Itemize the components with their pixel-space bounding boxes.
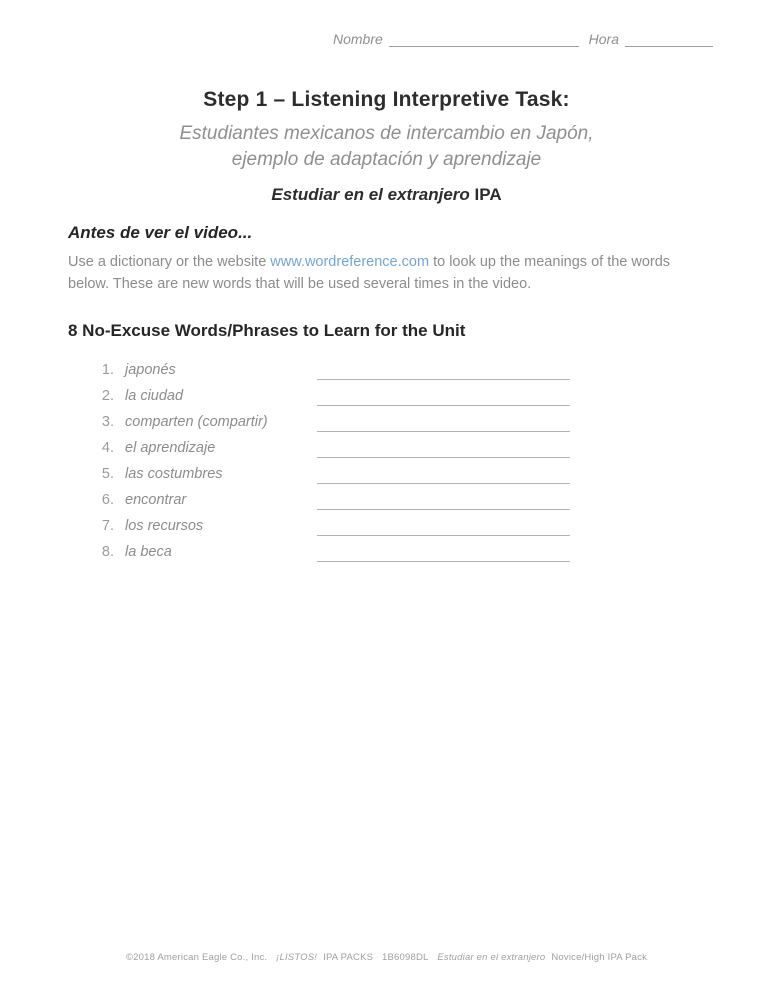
nombre-label: Nombre (333, 31, 383, 47)
item-term: la beca (125, 544, 172, 560)
subtitle-line-1: Estudiantes mexicanos de intercambio en Japón, (179, 123, 594, 144)
list-item (68, 484, 686, 510)
item-term: japonés (125, 362, 176, 378)
hora-blank-line (625, 30, 713, 47)
answer-blank-line (317, 387, 570, 406)
answer-blank-line (317, 543, 570, 562)
title-block (0, 88, 773, 205)
unit-title-italic: Estudiar en el extranjero (271, 185, 470, 204)
list-item (68, 432, 686, 458)
hora-label: Hora (588, 31, 619, 47)
footer-pack-title: Estudiar en el extranjero (437, 952, 546, 963)
answer-blank-line (317, 413, 570, 432)
footer-series-rest: IPA PACKS (323, 952, 374, 963)
instructions-paragraph (68, 252, 686, 295)
item-term: comparten (compartir) (125, 414, 268, 430)
answer-blank-line (317, 517, 570, 536)
item-number: 4. (101, 440, 114, 456)
wordreference-link[interactable]: www.wordreference.com (270, 254, 430, 270)
instructions-text-before: Use a dictionary or the website (68, 254, 271, 270)
subtitle (0, 121, 773, 173)
word-list-section (68, 321, 686, 562)
list-item (68, 354, 686, 380)
before-video-heading: Antes de ver el video... (68, 223, 253, 242)
unit-title (0, 185, 773, 205)
item-term: las costumbres (125, 466, 223, 482)
item-number: 2. (101, 388, 114, 404)
list-item (68, 380, 686, 406)
item-term: encontrar (125, 492, 187, 508)
answer-blank-line (317, 465, 570, 484)
item-number: 3. (101, 414, 114, 430)
subtitle-line-2: ejemplo de adaptación y aprendizaje (231, 149, 542, 170)
footer-code: 1B6098DL (382, 952, 429, 963)
list-item (68, 458, 686, 484)
item-number: 8. (101, 544, 114, 560)
footer (0, 952, 773, 963)
footer-series-name: ¡LISTOS! (276, 952, 318, 963)
answer-blank-line (317, 361, 570, 380)
before-video-section (68, 223, 686, 295)
footer-copyright: ©2018 American Eagle Co., Inc. (125, 952, 268, 963)
instructions-text-after: to look up the meanings of the words below. These are new words that will be used several times in the video. (68, 254, 671, 292)
item-number: 1. (101, 362, 114, 378)
word-list-rows (68, 354, 686, 562)
page-title: Step 1 – Listening Interpretive Task: (203, 88, 570, 111)
word-list-heading: 8 No-Excuse Words/Phrases to Learn for the Unit (68, 321, 466, 340)
answer-blank-line (317, 439, 570, 458)
list-item (68, 536, 686, 562)
item-number: 5. (101, 466, 114, 482)
list-item (68, 406, 686, 432)
item-term: el aprendizaje (125, 440, 216, 456)
list-item (68, 510, 686, 536)
item-term: la ciudad (125, 388, 184, 404)
name-hora-header (333, 30, 713, 47)
item-number: 6. (101, 492, 114, 508)
unit-title-suffix: IPA (469, 185, 502, 204)
nombre-blank-line (389, 30, 579, 47)
footer-pack-rest: Novice/High IPA Pack (551, 952, 648, 963)
item-number: 7. (101, 518, 114, 534)
answer-blank-line (317, 491, 570, 510)
item-term: los recursos (125, 518, 204, 534)
